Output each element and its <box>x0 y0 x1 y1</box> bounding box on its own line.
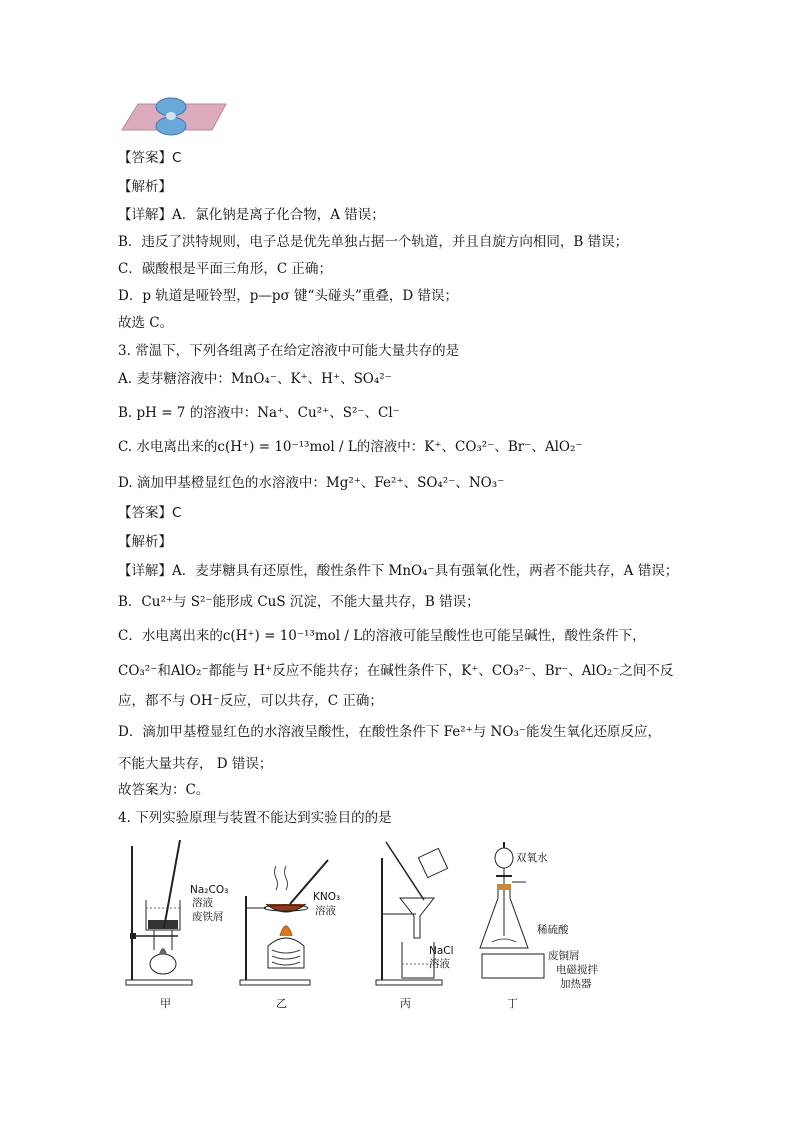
question-stem: 4. 下列实验原理与装置不能达到实验目的的是 <box>118 810 392 826</box>
p-orbital-image <box>118 96 230 138</box>
apparatus-bing <box>372 838 472 988</box>
option-a: A. 麦芽糖溶液中：MnO₄⁻、K⁺、H⁺、SO₄²⁻ <box>118 371 392 387</box>
detail-b: B．违反了洪特规则，电子总是优先单独占据一个轨道，并且自旋方向相同，B 错误； <box>118 234 629 250</box>
caption-bing: 丙 <box>400 997 411 1010</box>
label-heater: 加热器 <box>560 978 592 990</box>
detail-d-line2: 不能大量共存， D 错误； <box>118 756 273 772</box>
label-solution: 溶液 <box>315 905 336 917</box>
label-scrap-iron: 废铁屑 <box>192 911 224 923</box>
analysis-label: 【解析】 <box>118 179 172 195</box>
label-dilute-sulfuric-acid: 稀硫酸 <box>537 924 569 936</box>
caption-jia: 甲 <box>160 997 171 1010</box>
label-nacl: NaCl <box>429 945 454 957</box>
detail-a: 【详解】A．麦芽糖具有还原性，酸性条件下 MnO₄⁻具有强氧化性，两者不能共存，A 错误； <box>118 563 679 579</box>
conclusion: 故答案为：C。 <box>118 782 210 798</box>
label-scrap-copper: 废铜屑 <box>548 950 580 962</box>
detail-c: C．碳酸根是平面三角形，C 正确； <box>118 261 332 277</box>
option-d: D. 滴加甲基橙显红色的水溶液中：Mg²⁺、Fe²⁺、SO₄²⁻、NO₃⁻ <box>118 475 505 491</box>
label-hydrogen-peroxide: 双氧水 <box>516 852 548 864</box>
answer-label: 【答案】C <box>118 150 182 166</box>
option-b: B. pH = 7 的溶液中：Na⁺、Cu²⁺、S²⁻、Cl⁻ <box>118 405 400 421</box>
detail-b: B．Cu²⁺与 S²⁻能形成 CuS 沉淀，不能大量共存，B 错误； <box>118 594 480 610</box>
detail-d-line1: D．滴加甲基橙显红色的水溶液呈酸性，在酸性条件下 Fe²⁺与 NO₃⁻能发生氧化还原反应， <box>118 724 661 740</box>
caption-yi: 乙 <box>276 997 287 1010</box>
detail-c-line2: CO₃²⁻和AlO₂⁻都能与 H⁺反应不能共存；在碱性条件下，K⁺、CO₃²⁻、Br⁻、AlO₂⁻之间不反 <box>118 663 674 679</box>
label-solution: 溶液 <box>192 897 213 909</box>
option-c: C. 水电离出来的c(H⁺) = 10⁻¹³mol / L的溶液中：K⁺、CO₃²⁻、Br⁻、AlO₂⁻ <box>118 439 583 455</box>
answer-label: 【答案】C <box>118 505 182 521</box>
detail-d: D．p 轨道是哑铃型，p—pσ 键“头碰头”重叠，D 错误； <box>118 288 458 304</box>
apparatus-yi <box>236 850 346 990</box>
label-magnetic-stirrer: 电磁搅拌 <box>556 964 598 976</box>
label-solution: 溶液 <box>429 958 450 970</box>
detail-c-line3: 应，都不与 OH⁻反应，可以共存，C 正确； <box>118 693 383 709</box>
label-kno3: KNO₃ <box>313 891 341 903</box>
label-na2co3: Na₂CO₃ <box>190 884 229 896</box>
conclusion: 故选 C。 <box>118 315 174 331</box>
question-stem: 3. 常温下，下列各组离子在给定溶液中可能大量共存的是 <box>118 343 460 359</box>
detail-c-line1: C．水电离出来的c(H⁺) = 10⁻¹³mol / L的溶液可能呈酸性也可能呈碱性，酸性条件下， <box>118 628 646 644</box>
detail-a: 【详解】A．氯化钠是离子化合物，A 错误； <box>118 207 385 223</box>
caption-ding: 丁 <box>507 997 518 1010</box>
analysis-label: 【解析】 <box>118 534 172 550</box>
